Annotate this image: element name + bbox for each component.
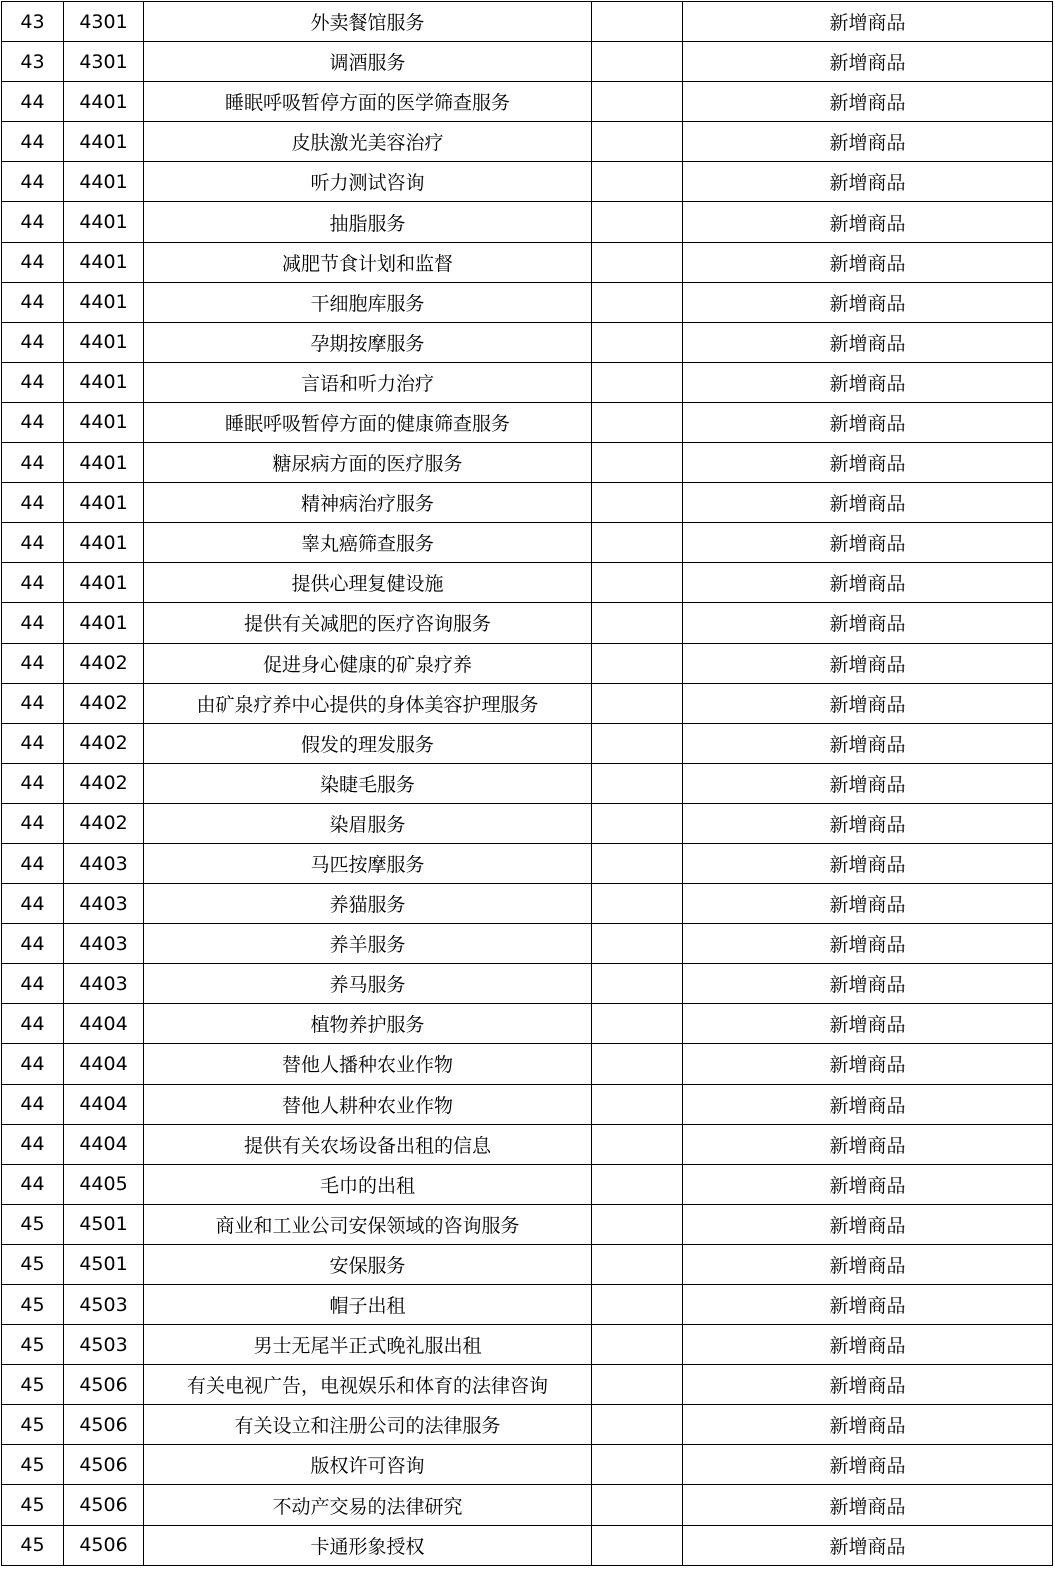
class-number-cell: 44 — [2, 122, 64, 162]
item-name-cell: 言语和听力治疗 — [144, 362, 592, 402]
group-number-cell: 4506 — [64, 1485, 144, 1525]
class-number-cell: 44 — [2, 1084, 64, 1124]
note-cell — [592, 964, 683, 1004]
group-number-cell: 4401 — [64, 563, 144, 603]
status-cell: 新增商品 — [683, 1164, 1053, 1204]
class-number-cell: 43 — [2, 2, 64, 42]
note-cell — [592, 924, 683, 964]
status-cell: 新增商品 — [683, 523, 1053, 563]
group-number-cell: 4506 — [64, 1405, 144, 1445]
class-number-cell: 44 — [2, 162, 64, 202]
table-row — [2, 924, 1053, 964]
class-number-cell: 44 — [2, 884, 64, 924]
note-cell — [592, 282, 683, 322]
status-cell: 新增商品 — [683, 122, 1053, 162]
table-row — [2, 242, 1053, 282]
table-row — [2, 443, 1053, 483]
table-row — [2, 82, 1053, 122]
status-cell: 新增商品 — [683, 1004, 1053, 1044]
group-number-cell: 4401 — [64, 162, 144, 202]
item-name-cell: 毛巾的出租 — [144, 1164, 592, 1204]
note-cell — [592, 803, 683, 843]
item-name-cell: 染睫毛服务 — [144, 763, 592, 803]
item-name-cell: 抽脂服务 — [144, 202, 592, 242]
status-cell: 新增商品 — [683, 924, 1053, 964]
status-cell: 新增商品 — [683, 603, 1053, 643]
class-number-cell: 44 — [2, 242, 64, 282]
table-row — [2, 1244, 1053, 1284]
class-number-cell: 44 — [2, 282, 64, 322]
item-name-cell: 干细胞库服务 — [144, 282, 592, 322]
table-row — [2, 322, 1053, 362]
group-number-cell: 4401 — [64, 402, 144, 442]
item-name-cell: 男士无尾半正式晚礼服出租 — [144, 1325, 592, 1365]
class-number-cell: 45 — [2, 1325, 64, 1365]
class-number-cell: 43 — [2, 42, 64, 82]
note-cell — [592, 362, 683, 402]
group-number-cell: 4401 — [64, 122, 144, 162]
class-number-cell: 44 — [2, 1044, 64, 1084]
item-name-cell: 卡通形象授权 — [144, 1525, 592, 1565]
table-row — [2, 42, 1053, 82]
class-number-cell: 45 — [2, 1285, 64, 1325]
group-number-cell: 4403 — [64, 924, 144, 964]
item-name-cell: 帽子出租 — [144, 1285, 592, 1325]
table-row — [2, 884, 1053, 924]
item-name-cell: 糖尿病方面的医疗服务 — [144, 443, 592, 483]
note-cell — [592, 202, 683, 242]
group-number-cell: 4401 — [64, 202, 144, 242]
status-cell: 新增商品 — [683, 1285, 1053, 1325]
class-number-cell: 44 — [2, 202, 64, 242]
class-number-cell: 44 — [2, 603, 64, 643]
class-number-cell: 44 — [2, 964, 64, 1004]
item-name-cell: 替他人播种农业作物 — [144, 1044, 592, 1084]
table-row — [2, 1485, 1053, 1525]
class-number-cell: 45 — [2, 1405, 64, 1445]
class-number-cell: 44 — [2, 683, 64, 723]
note-cell — [592, 483, 683, 523]
class-number-cell: 44 — [2, 1164, 64, 1204]
status-cell: 新增商品 — [683, 1084, 1053, 1124]
class-number-cell: 44 — [2, 563, 64, 603]
group-number-cell: 4501 — [64, 1244, 144, 1284]
class-number-cell: 44 — [2, 843, 64, 883]
table-row — [2, 1525, 1053, 1565]
table-row — [2, 1365, 1053, 1405]
status-cell: 新增商品 — [683, 242, 1053, 282]
status-cell: 新增商品 — [683, 483, 1053, 523]
note-cell — [592, 1325, 683, 1365]
table-row — [2, 1004, 1053, 1044]
status-cell: 新增商品 — [683, 362, 1053, 402]
item-name-cell: 安保服务 — [144, 1244, 592, 1284]
table-row — [2, 202, 1053, 242]
class-number-cell: 45 — [2, 1485, 64, 1525]
group-number-cell: 4404 — [64, 1084, 144, 1124]
group-number-cell: 4506 — [64, 1365, 144, 1405]
group-number-cell: 4401 — [64, 603, 144, 643]
table-row — [2, 603, 1053, 643]
status-cell: 新增商品 — [683, 643, 1053, 683]
status-cell: 新增商品 — [683, 42, 1053, 82]
item-name-cell: 养猫服务 — [144, 884, 592, 924]
note-cell — [592, 1365, 683, 1405]
status-cell: 新增商品 — [683, 1445, 1053, 1485]
table-row — [2, 282, 1053, 322]
group-number-cell: 4506 — [64, 1445, 144, 1485]
note-cell — [592, 2, 683, 42]
table-row — [2, 2, 1053, 42]
item-name-cell: 有关设立和注册公司的法律服务 — [144, 1405, 592, 1445]
item-name-cell: 不动产交易的法律研究 — [144, 1485, 592, 1525]
group-number-cell: 4401 — [64, 523, 144, 563]
group-number-cell: 4301 — [64, 42, 144, 82]
status-cell: 新增商品 — [683, 803, 1053, 843]
group-number-cell: 4401 — [64, 282, 144, 322]
status-cell: 新增商品 — [683, 402, 1053, 442]
note-cell — [592, 643, 683, 683]
group-number-cell: 4401 — [64, 322, 144, 362]
table-row — [2, 964, 1053, 1004]
table-row — [2, 763, 1053, 803]
item-name-cell: 提供有关农场设备出租的信息 — [144, 1124, 592, 1164]
note-cell — [592, 1044, 683, 1084]
item-name-cell: 由矿泉疗养中心提供的身体美容护理服务 — [144, 683, 592, 723]
group-number-cell: 4402 — [64, 763, 144, 803]
table-row — [2, 843, 1053, 883]
note-cell — [592, 42, 683, 82]
note-cell — [592, 322, 683, 362]
status-cell: 新增商品 — [683, 884, 1053, 924]
status-cell: 新增商品 — [683, 1044, 1053, 1084]
note-cell — [592, 122, 683, 162]
class-number-cell: 45 — [2, 1244, 64, 1284]
table-row — [2, 122, 1053, 162]
table-row — [2, 1124, 1053, 1164]
item-name-cell: 孕期按摩服务 — [144, 322, 592, 362]
status-cell: 新增商品 — [683, 1485, 1053, 1525]
table-row — [2, 1325, 1053, 1365]
table-row — [2, 1044, 1053, 1084]
status-cell: 新增商品 — [683, 82, 1053, 122]
note-cell — [592, 683, 683, 723]
group-number-cell: 4402 — [64, 723, 144, 763]
item-name-cell: 商业和工业公司安保领域的咨询服务 — [144, 1204, 592, 1244]
item-name-cell: 假发的理发服务 — [144, 723, 592, 763]
group-number-cell: 4403 — [64, 964, 144, 1004]
note-cell — [592, 242, 683, 282]
status-cell: 新增商品 — [683, 683, 1053, 723]
class-number-cell: 45 — [2, 1204, 64, 1244]
note-cell — [592, 82, 683, 122]
group-number-cell: 4403 — [64, 884, 144, 924]
item-name-cell: 调酒服务 — [144, 42, 592, 82]
table-row — [2, 162, 1053, 202]
group-number-cell: 4401 — [64, 443, 144, 483]
note-cell — [592, 1004, 683, 1044]
note-cell — [592, 563, 683, 603]
table-row — [2, 362, 1053, 402]
item-name-cell: 睡眠呼吸暂停方面的医学筛查服务 — [144, 82, 592, 122]
table-row — [2, 723, 1053, 763]
class-number-cell: 44 — [2, 402, 64, 442]
class-number-cell: 44 — [2, 322, 64, 362]
item-name-cell: 提供有关减肥的医疗咨询服务 — [144, 603, 592, 643]
group-number-cell: 4401 — [64, 242, 144, 282]
table-body — [2, 2, 1053, 1566]
status-cell: 新增商品 — [683, 1124, 1053, 1164]
note-cell — [592, 1405, 683, 1445]
item-name-cell: 染眉服务 — [144, 803, 592, 843]
class-number-cell: 44 — [2, 803, 64, 843]
note-cell — [592, 1485, 683, 1525]
status-cell: 新增商品 — [683, 723, 1053, 763]
table-row — [2, 402, 1053, 442]
status-cell: 新增商品 — [683, 964, 1053, 1004]
item-name-cell: 养羊服务 — [144, 924, 592, 964]
status-cell: 新增商品 — [683, 1405, 1053, 1445]
table-row — [2, 1405, 1053, 1445]
item-name-cell: 外卖餐馆服务 — [144, 2, 592, 42]
class-number-cell: 44 — [2, 924, 64, 964]
item-name-cell: 精神病治疗服务 — [144, 483, 592, 523]
table-row — [2, 1084, 1053, 1124]
status-cell: 新增商品 — [683, 763, 1053, 803]
item-name-cell: 皮肤激光美容治疗 — [144, 122, 592, 162]
note-cell — [592, 723, 683, 763]
note-cell — [592, 1084, 683, 1124]
table-row — [2, 803, 1053, 843]
group-number-cell: 4301 — [64, 2, 144, 42]
group-number-cell: 4501 — [64, 1204, 144, 1244]
item-name-cell: 睾丸癌筛查服务 — [144, 523, 592, 563]
group-number-cell: 4401 — [64, 483, 144, 523]
item-name-cell: 版权许可咨询 — [144, 1445, 592, 1485]
status-cell: 新增商品 — [683, 1244, 1053, 1284]
item-name-cell: 听力测试咨询 — [144, 162, 592, 202]
status-cell: 新增商品 — [683, 563, 1053, 603]
note-cell — [592, 1244, 683, 1284]
table-row — [2, 1445, 1053, 1485]
class-number-cell: 44 — [2, 1124, 64, 1164]
item-name-cell: 睡眠呼吸暂停方面的健康筛查服务 — [144, 402, 592, 442]
group-number-cell: 4402 — [64, 683, 144, 723]
status-cell: 新增商品 — [683, 282, 1053, 322]
status-cell: 新增商品 — [683, 162, 1053, 202]
table-row — [2, 483, 1053, 523]
class-number-cell: 44 — [2, 443, 64, 483]
note-cell — [592, 162, 683, 202]
table-row — [2, 683, 1053, 723]
class-number-cell: 44 — [2, 483, 64, 523]
note-cell — [592, 884, 683, 924]
class-number-cell: 45 — [2, 1445, 64, 1485]
goods-table — [1, 1, 1053, 1566]
note-cell — [592, 1164, 683, 1204]
group-number-cell: 4401 — [64, 82, 144, 122]
class-number-cell: 44 — [2, 723, 64, 763]
table-row — [2, 1204, 1053, 1244]
group-number-cell: 4405 — [64, 1164, 144, 1204]
group-number-cell: 4402 — [64, 643, 144, 683]
item-name-cell: 促进身心健康的矿泉疗养 — [144, 643, 592, 683]
class-number-cell: 44 — [2, 362, 64, 402]
group-number-cell: 4402 — [64, 803, 144, 843]
status-cell: 新增商品 — [683, 202, 1053, 242]
group-number-cell: 4401 — [64, 362, 144, 402]
note-cell — [592, 1285, 683, 1325]
note-cell — [592, 1445, 683, 1485]
item-name-cell: 替他人耕种农业作物 — [144, 1084, 592, 1124]
status-cell: 新增商品 — [683, 1365, 1053, 1405]
group-number-cell: 4404 — [64, 1124, 144, 1164]
status-cell: 新增商品 — [683, 1525, 1053, 1565]
item-name-cell: 马匹按摩服务 — [144, 843, 592, 883]
class-number-cell: 45 — [2, 1365, 64, 1405]
note-cell — [592, 763, 683, 803]
table-row — [2, 643, 1053, 683]
status-cell: 新增商品 — [683, 1204, 1053, 1244]
note-cell — [592, 1204, 683, 1244]
table-row — [2, 563, 1053, 603]
class-number-cell: 44 — [2, 1004, 64, 1044]
group-number-cell: 4503 — [64, 1325, 144, 1365]
item-name-cell: 植物养护服务 — [144, 1004, 592, 1044]
class-number-cell: 44 — [2, 523, 64, 563]
table-row — [2, 523, 1053, 563]
status-cell: 新增商品 — [683, 1325, 1053, 1365]
group-number-cell: 4503 — [64, 1285, 144, 1325]
class-number-cell: 44 — [2, 643, 64, 683]
table-row — [2, 1285, 1053, 1325]
class-number-cell: 44 — [2, 763, 64, 803]
status-cell: 新增商品 — [683, 2, 1053, 42]
status-cell: 新增商品 — [683, 443, 1053, 483]
class-number-cell: 44 — [2, 82, 64, 122]
table-row — [2, 1164, 1053, 1204]
status-cell: 新增商品 — [683, 843, 1053, 883]
note-cell — [592, 603, 683, 643]
note-cell — [592, 523, 683, 563]
class-number-cell: 45 — [2, 1525, 64, 1565]
item-name-cell: 提供心理复健设施 — [144, 563, 592, 603]
status-cell: 新增商品 — [683, 322, 1053, 362]
note-cell — [592, 1525, 683, 1565]
note-cell — [592, 1124, 683, 1164]
note-cell — [592, 843, 683, 883]
item-name-cell: 有关电视广告，电视娱乐和体育的法律咨询 — [144, 1365, 592, 1405]
item-name-cell: 养马服务 — [144, 964, 592, 1004]
note-cell — [592, 443, 683, 483]
group-number-cell: 4506 — [64, 1525, 144, 1565]
group-number-cell: 4404 — [64, 1004, 144, 1044]
item-name-cell: 减肥节食计划和监督 — [144, 242, 592, 282]
group-number-cell: 4403 — [64, 843, 144, 883]
group-number-cell: 4404 — [64, 1044, 144, 1084]
note-cell — [592, 402, 683, 442]
